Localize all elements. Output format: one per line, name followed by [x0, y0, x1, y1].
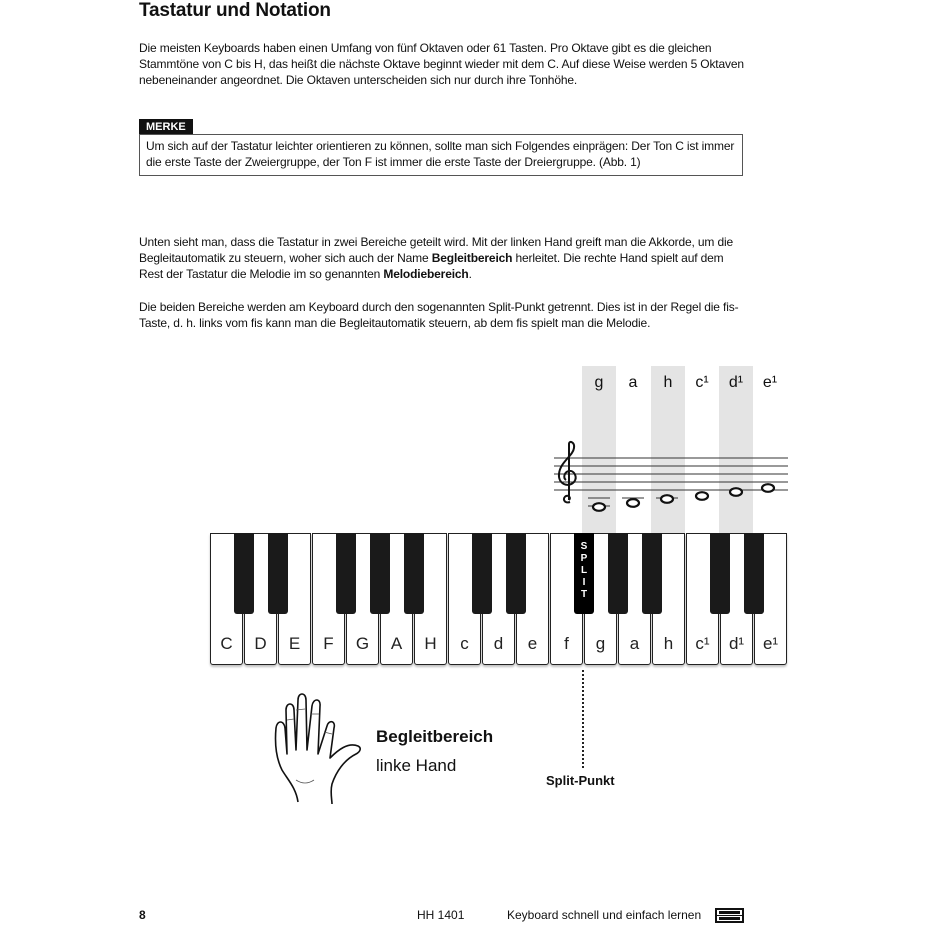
merke-label: MERKE [139, 119, 193, 134]
publisher-logo-icon [715, 908, 744, 923]
melodiebereich-term: Melodiebereich [383, 267, 469, 281]
white-key[interactable]: G [346, 533, 379, 665]
black-key[interactable] [608, 533, 628, 614]
white-key[interactable]: f [550, 533, 583, 665]
begleitbereich-term: Begleitbereich [431, 251, 513, 265]
page-title: Tastatur und Notation [139, 0, 331, 21]
black-key[interactable] [404, 533, 424, 614]
note-g [593, 503, 605, 511]
white-key[interactable]: H [414, 533, 447, 665]
white-key[interactable]: a [618, 533, 651, 665]
staff-note-label: g [594, 374, 604, 391]
white-key[interactable]: h [652, 533, 685, 665]
white-key[interactable]: g [584, 533, 617, 665]
black-key[interactable] [268, 533, 288, 614]
merke-box: Um sich auf der Tastatur leichter orientieren zu können, sollte man sich Folgendes einprägen: Der Ton C ist immer die erste Taste der Zweiergruppe, der Ton F ist immer die erste Taste der Dreiergruppe. (Abb. 1) [139, 134, 743, 176]
staff-note-label: e¹ [762, 374, 778, 391]
music-staff [550, 440, 790, 520]
left-hand-icon [272, 692, 368, 808]
split-letter: T [580, 589, 588, 600]
note-e1 [762, 484, 774, 492]
split-point-paragraph: Die beiden Bereiche werden am Keyboard durch den sogenannten Split-Punkt getrennt. Dies ist in der Regel die fis-Taste, d. h. links vom fis kann man die Begleitautomatik steuern, ab dem fis spielt man die Melodie. [139, 300, 739, 330]
begleitbereich-subtitle: linke Hand [376, 756, 457, 775]
staff-note-label: a [628, 374, 638, 391]
white-key[interactable]: C [210, 533, 243, 665]
split-letter: S [580, 541, 588, 552]
black-key[interactable] [472, 533, 492, 614]
intro-paragraph: Die meisten Keyboards haben einen Umfang von fünf Oktaven oder 61 Tasten. Pro Oktave gibt es die gleichen Stammtöne von C bis H, das heißt die nächste Oktave beginnt wieder mit dem C. Auf diese Weise werden 5 Oktaven nebeneinander angeordnet. Die Oktaven unterscheiden sich nur durch ihre Tonhöhe. [139, 41, 744, 87]
split-punkt-label: Split-Punkt [546, 773, 615, 788]
note-d1 [730, 488, 742, 496]
split-point-line [582, 670, 584, 768]
black-key[interactable] [370, 533, 390, 614]
black-key[interactable] [710, 533, 730, 614]
page-number: 8 [139, 908, 146, 922]
note-a [627, 499, 639, 507]
white-key[interactable]: A [380, 533, 413, 665]
white-key[interactable]: d¹ [720, 533, 753, 665]
white-key[interactable]: c [448, 533, 481, 665]
publisher-logo [715, 908, 744, 923]
split-letter: P [580, 553, 588, 564]
begleitbereich-title: Begleitbereich [376, 727, 494, 746]
staff-note-label: d¹ [728, 374, 744, 391]
white-key[interactable]: d [482, 533, 515, 665]
white-key[interactable]: D [244, 533, 277, 665]
white-key[interactable]: F [312, 533, 345, 665]
split-letter: I [582, 577, 586, 588]
split-explanation-paragraph: Unten sieht man, dass die Tastatur in zwei Bereiche geteilt wird. Mit der linken Hand greift man die Akkorde, um die Begleitautomatik zu steuern, woher sich auch der Name Begleitbereich herleitet. Die rechte Hand spielt auf dem Rest der Tastatur die Melodie im so genannten Melodiebereich. [139, 235, 734, 281]
black-key[interactable] [744, 533, 764, 614]
split-letter: L [580, 565, 588, 576]
split-label [574, 541, 594, 601]
white-key[interactable]: e [516, 533, 549, 665]
product-code: HH 1401 [417, 908, 465, 922]
white-key[interactable]: e¹ [754, 533, 787, 665]
staff-note-label: h [663, 374, 673, 391]
split-key-fis[interactable] [574, 533, 594, 614]
black-key[interactable] [642, 533, 662, 614]
white-key[interactable]: E [278, 533, 311, 665]
staff-note-label: c¹ [695, 374, 709, 391]
black-key[interactable] [336, 533, 356, 614]
black-key[interactable] [234, 533, 254, 614]
note-c1 [696, 492, 708, 500]
black-key[interactable] [506, 533, 526, 614]
note-h [661, 495, 673, 503]
white-key[interactable]: c¹ [686, 533, 719, 665]
treble-clef-icon [559, 442, 576, 502]
book-title: Keyboard schnell und einfach lernen [507, 908, 702, 922]
